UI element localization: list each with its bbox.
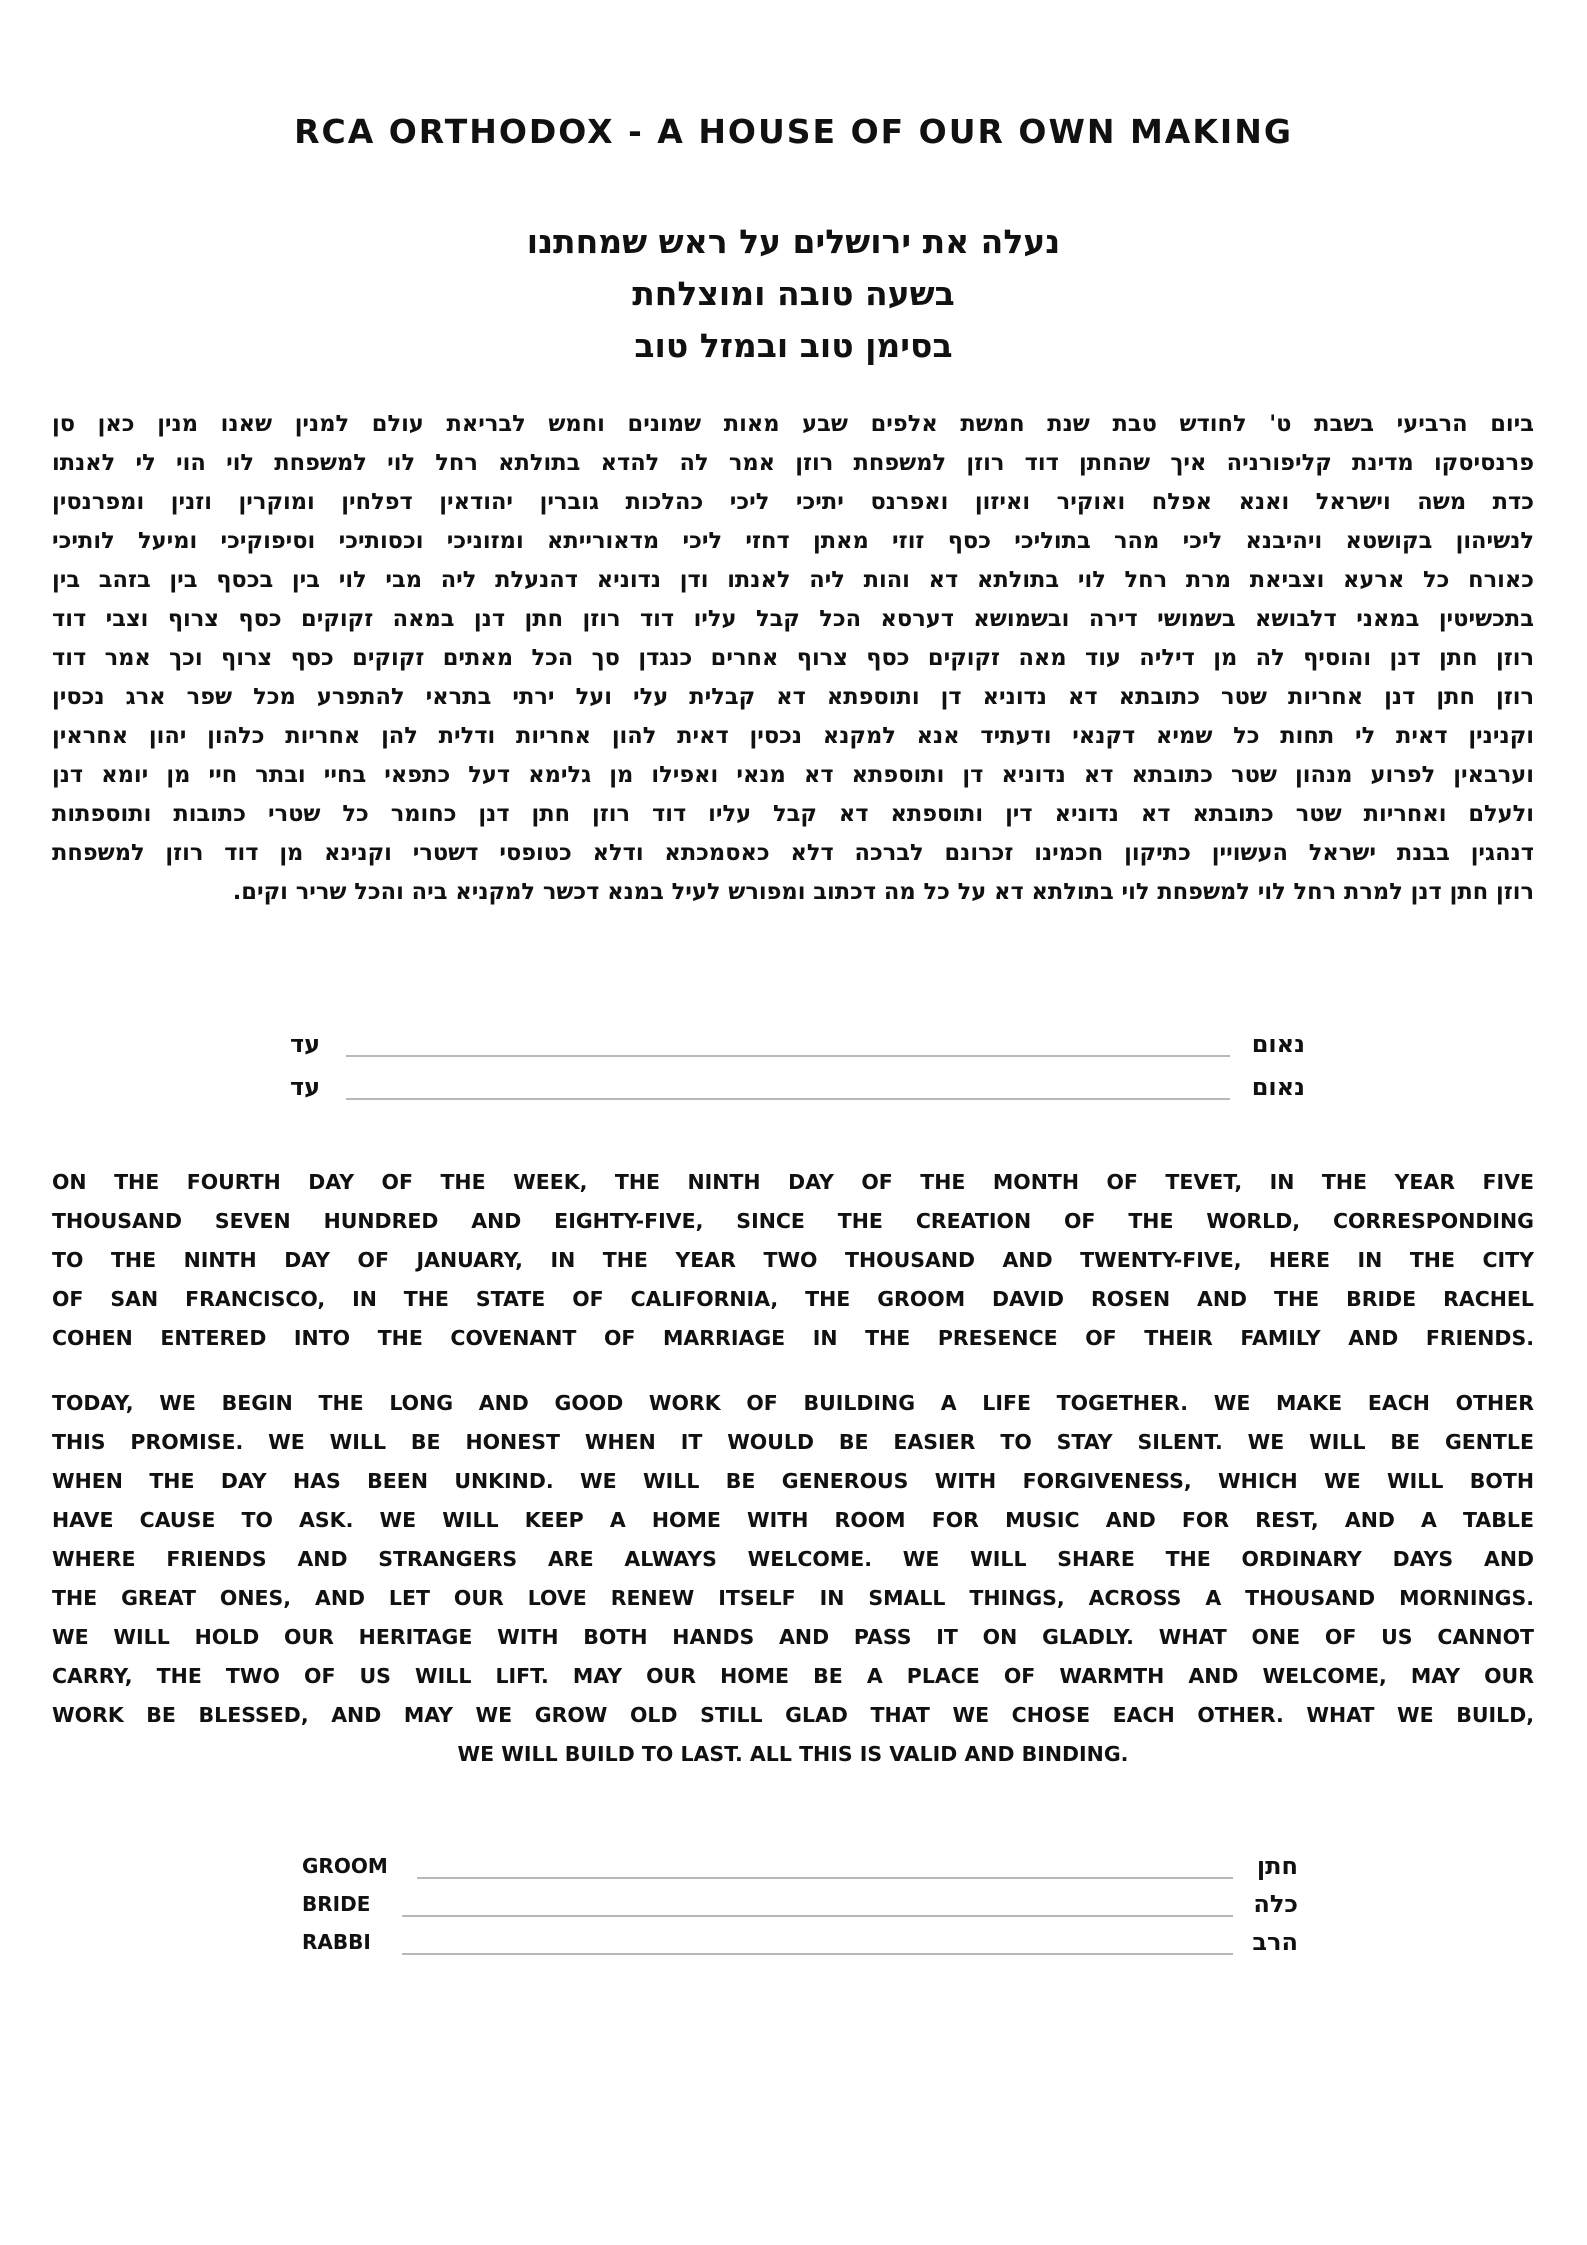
groom-signature-field[interactable] — [417, 1877, 1233, 1879]
witness-1-ed-label: עד — [290, 1030, 321, 1058]
english-text-line: WE WILL HOLD OUR HERITAGE WITH BOTH HANDS AND PASS IT ON GLADLY. WHAT ONE OF US CANNOT — [52, 1625, 1534, 1649]
witness-2-ed-label: עד — [290, 1073, 321, 1101]
document-title: RCA ORTHODOX - A HOUSE OF OUR OWN MAKING — [294, 112, 1293, 151]
witness-1-hebrew-label: נאום — [1251, 1030, 1305, 1058]
english-text-line: WORK BE BLESSED, AND MAY WE GROW OLD STILL GLAD THAT WE CHOSE EACH OTHER. WHAT WE BUILD, — [52, 1703, 1534, 1727]
hebrew-text-line: בתכשיטין במאני דלבושא בשמושי דירה ובשמושא דערסא הכל קבל עליו דוד רוזן חתן דנן במאה זקוקים כסף צרוף וצבי דוד — [52, 606, 1534, 632]
hebrew-header-line-3: בסימן טוב ובמזל טוב — [634, 326, 953, 365]
hebrew-header-line-2: בשעה טובה ומוצלחת — [632, 274, 955, 313]
groom-hebrew-label: חתן — [1256, 1852, 1298, 1880]
hebrew-text-line: ולעלם ואחריות שטר כתובתא דא נדוניא דין ותוספתא דא קבל עליו דוד רוזן חתן דנן כחומר כל שטרי כתובות ותוספתות — [52, 801, 1534, 827]
witness-line-1 — [290, 1030, 1305, 1062]
hebrew-text-line: רוזן חתן דנן אחריות שטר כתובתא דא נדוניא דן ותוספתא דא קבלית עלי ועל ירתי בתראי להתפרע מכל שפר ארג נכסין — [52, 684, 1534, 710]
english-text-line: THE GREAT ONES, AND LET OUR LOVE RENEW ITSELF IN SMALL THINGS, ACROSS A THOUSAND MORNINGS. — [52, 1586, 1534, 1610]
signature-line-rabbi — [302, 1928, 1298, 1962]
groom-english-label: GROOM — [302, 1854, 388, 1878]
english-paragraph-1 — [52, 1163, 1534, 1358]
hebrew-text-line: וערבאין לפרוע מנהון שטר כתובתא דא נדוניא דן ותוספתא דא מנאי ואפילו מן גלימא דעל כתפאי בחיי ובתר חיי מן יומא דנן — [52, 762, 1534, 788]
english-text-line: WE WILL BUILD TO LAST. ALL THIS IS VALID AND BINDING. — [457, 1742, 1129, 1766]
rabbi-signature-field[interactable] — [402, 1953, 1233, 1955]
witness-2-hebrew-label: נאום — [1251, 1073, 1305, 1101]
english-text-line: WHERE FRIENDS AND STRANGERS ARE ALWAYS WELCOME. WE WILL SHARE THE ORDINARY DAYS AND — [52, 1547, 1534, 1571]
hebrew-text-line: ביום הרביעי בשבת ט' לחודש טבת שנת חמשת אלפים שבע מאות שמונים וחמש לבריאת עולם למנין שאנו מנין כאן סן — [52, 411, 1534, 437]
english-text-line: CARRY, THE TWO OF US WILL LIFT. MAY OUR HOME BE A PLACE OF WARMTH AND WELCOME, MAY OUR — [52, 1664, 1534, 1688]
english-text-line: THOUSAND SEVEN HUNDRED AND EIGHTY-FIVE, SINCE THE CREATION OF THE WORLD, CORRESPONDING — [52, 1209, 1534, 1233]
hebrew-text-line: דנהגין בבנת ישראל העשויין כתיקון חכמינו זכרונם לברכה דלא כאסמכתא ודלא כטופסי דשטרי וקנינא מן דוד רוזן למשפחת — [52, 840, 1534, 866]
hebrew-text-line: כאורח כל ארעא וצביאת מרת רחל לוי בתולתא דא והות ליה לאנתו ודן נדוניא דהנעלת ליה מבי לוי בין בכסף בין בזהב בין — [52, 567, 1534, 593]
hebrew-text-line: לנשיהון בקושטא ויהיבנא ליכי מהר בתוליכי כסף זוזי מאתן דחזי ליכי מדאורייתא ומזוניכי וכסותיכי וסיפוקיכי ומיעל לותיכי — [52, 528, 1534, 554]
english-text-line: TODAY, WE BEGIN THE LONG AND GOOD WORK OF BUILDING A LIFE TOGETHER. WE MAKE EACH OTHER — [52, 1391, 1534, 1415]
english-text-line: ON THE FOURTH DAY OF THE WEEK, THE NINTH DAY OF THE MONTH OF TEVET, IN THE YEAR FIVE — [52, 1170, 1534, 1194]
hebrew-text-line: רוזן חתן דנן והוסיף לה מן דיליה עוד מאה זקוקים כסף צרוף אחרים כנגדן סך הכל מאתים זקוקים כסף צרוף וכך אמר דוד — [52, 645, 1534, 671]
english-text-line: OF SAN FRANCISCO, IN THE STATE OF CALIFORNIA, THE GROOM DAVID ROSEN AND THE BRIDE RACHEL — [52, 1287, 1534, 1311]
bride-hebrew-label: כלה — [1253, 1890, 1298, 1918]
english-text-line: THIS PROMISE. WE WILL BE HONEST WHEN IT WOULD BE EASIER TO STAY SILENT. WE WILL BE GENTLE — [52, 1430, 1534, 1454]
witness-line-2 — [290, 1073, 1305, 1105]
english-text-line: COHEN ENTERED INTO THE COVENANT OF MARRIAGE IN THE PRESENCE OF THEIR FAMILY AND FRIENDS. — [52, 1326, 1534, 1350]
signature-line-bride — [302, 1890, 1298, 1924]
hebrew-text-line: כדת משה וישראל ואנא אפלח ואוקיר ואיזון ואפרנס יתיכי ליכי כהלכות גוברין יהודאין דפלחין ומוקרין וזנין ומפרנסין — [52, 489, 1534, 515]
hebrew-text-line: רוזן חתן דנן למרת רחל לוי למשפחת לוי בתולתא דא על כל מה דכתוב ומפורש לעיל במנא דכשר למקניא ביה והכל שריר וקים. — [232, 879, 1534, 905]
signature-line-groom — [302, 1852, 1298, 1886]
english-text-line: WHEN THE DAY HAS BEEN UNKIND. WE WILL BE GENEROUS WITH FORGIVENESS, WHICH WE WILL BOTH — [52, 1469, 1534, 1493]
witness-1-signature-field[interactable] — [346, 1055, 1230, 1057]
hebrew-header-line-1: נעלה את ירושלים על ראש שמחתנו — [526, 222, 1061, 261]
bride-signature-field[interactable] — [402, 1915, 1233, 1917]
english-paragraph-2 — [52, 1384, 1534, 1774]
witness-2-signature-field[interactable] — [346, 1098, 1230, 1100]
hebrew-text-line: וקנינין דאית לי תחות כל שמיא דקנאי ודעתיד אנא למקנא נכסין דאית להון אחריות ודלית להן אחריות כלהון יהון אחראין — [52, 723, 1534, 749]
hebrew-text-line: פרנסיסקו מדינת קליפורניה איך שהחתן דוד רוזן למשפחת רוזן אמר לה להדא בתולתא רחל לוי למשפחת לוי הוי לי לאנתו — [52, 450, 1534, 476]
rabbi-hebrew-label: הרב — [1252, 1928, 1298, 1956]
english-text-line: HAVE CAUSE TO ASK. WE WILL KEEP A HOME WITH ROOM FOR MUSIC AND FOR REST, AND A TABLE — [52, 1508, 1534, 1532]
hebrew-text-block — [52, 405, 1534, 912]
english-text-line: TO THE NINTH DAY OF JANUARY, IN THE YEAR TWO THOUSAND AND TWENTY-FIVE, HERE IN THE CITY — [52, 1248, 1534, 1272]
rabbi-english-label: RABBI — [302, 1930, 371, 1954]
bride-english-label: BRIDE — [302, 1892, 371, 1916]
